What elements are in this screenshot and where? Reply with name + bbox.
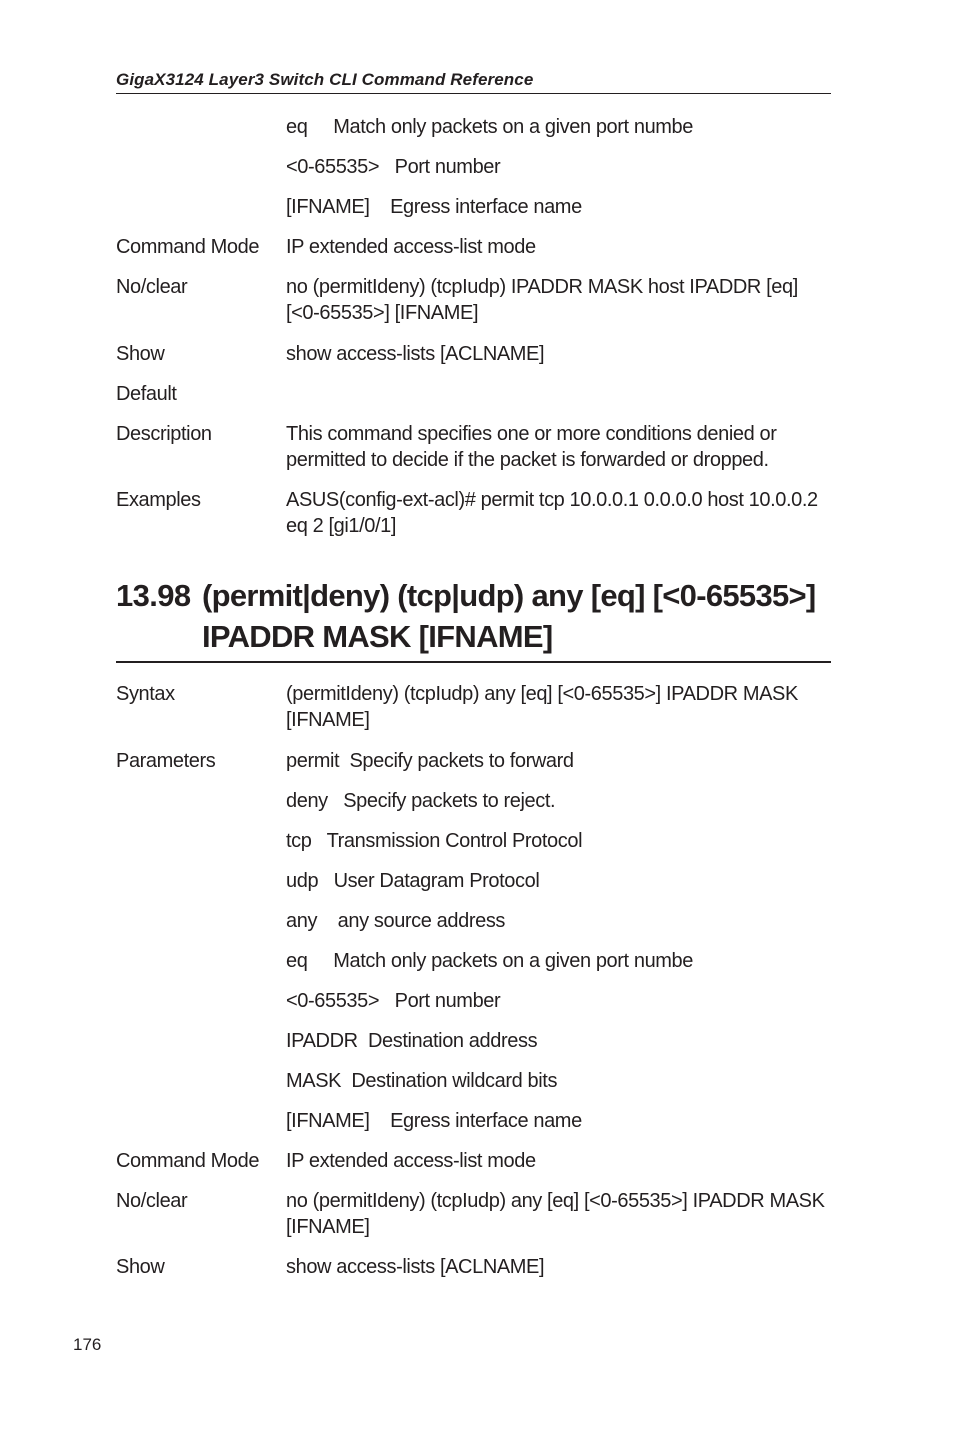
running-header — [116, 70, 831, 94]
row-value: ASUS(config-ext-acl)# permit tcp 10.0.0.1 0.0.0.0 host 10.0.0.2 eq 2 [gi1/0/1] — [286, 489, 818, 537]
running-header-title: GigaX3124 Layer3 Switch CLI Command Reference — [116, 70, 534, 89]
row-value: show access-lists [ACLNAME] — [286, 343, 545, 365]
row-label: Examples — [116, 489, 201, 511]
row-label: Default — [116, 383, 177, 405]
page-number: 176 — [73, 1335, 102, 1354]
row-label: No/clear — [116, 1190, 188, 1212]
row-value: [IFNAME] Egress interface name — [286, 1110, 582, 1132]
section-number: 13.98 — [116, 578, 191, 613]
row-value: <0-65535> Port number — [286, 156, 501, 178]
row-value: IPADDR Destination address — [286, 1030, 538, 1052]
section-title: (permit|deny) (tcp|udp) any [eq] [<0-65535>] IPADDR MASK [IFNAME] — [202, 578, 816, 654]
row-value: any any source address — [286, 910, 506, 932]
row-label: Show — [116, 1256, 165, 1278]
row-value: permit Specify packets to forward — [286, 750, 574, 772]
row-label: Description — [116, 423, 212, 445]
row-value: IP extended access-list mode — [286, 1150, 536, 1172]
row-value: udp User Datagram Protocol — [286, 870, 540, 892]
row-value: no (permitIdeny) (tcpIudp) any [eq] [<0-65535>] IPADDR MASK [IFNAME] — [286, 1190, 825, 1238]
row-value: This command specifies one or more conditions denied or permitted to decide if the packet is forwarded or dropped. — [286, 423, 777, 471]
row-label: Syntax — [116, 683, 175, 705]
row-value: IP extended access-list mode — [286, 236, 536, 258]
row-label: Show — [116, 343, 165, 365]
row-value: [IFNAME] Egress interface name — [286, 196, 582, 218]
row-label: Command Mode — [116, 1150, 260, 1172]
row-value: eq Match only packets on a given port numbe — [286, 950, 694, 972]
row-value: (permitIdeny) (tcpIudp) any [eq] [<0-65535>] IPADDR MASK [IFNAME] — [286, 683, 798, 731]
row-value: deny Specify packets to reject. — [286, 790, 556, 812]
section-heading — [116, 575, 831, 663]
row-value: <0-65535> Port number — [286, 990, 501, 1012]
row-label: No/clear — [116, 276, 188, 298]
row-label: Command Mode — [116, 236, 260, 258]
row-value: no (permitIdeny) (tcpIudp) IPADDR MASK host IPADDR [eq] [<0-65535>] [IFNAME] — [286, 276, 798, 324]
row-value: tcp Transmission Control Protocol — [286, 830, 583, 852]
row-value: show access-lists [ACLNAME] — [286, 1256, 545, 1278]
row-value: eq Match only packets on a given port numbe — [286, 116, 694, 138]
row-value: MASK Destination wildcard bits — [286, 1070, 558, 1092]
row-label: Parameters — [116, 750, 216, 772]
